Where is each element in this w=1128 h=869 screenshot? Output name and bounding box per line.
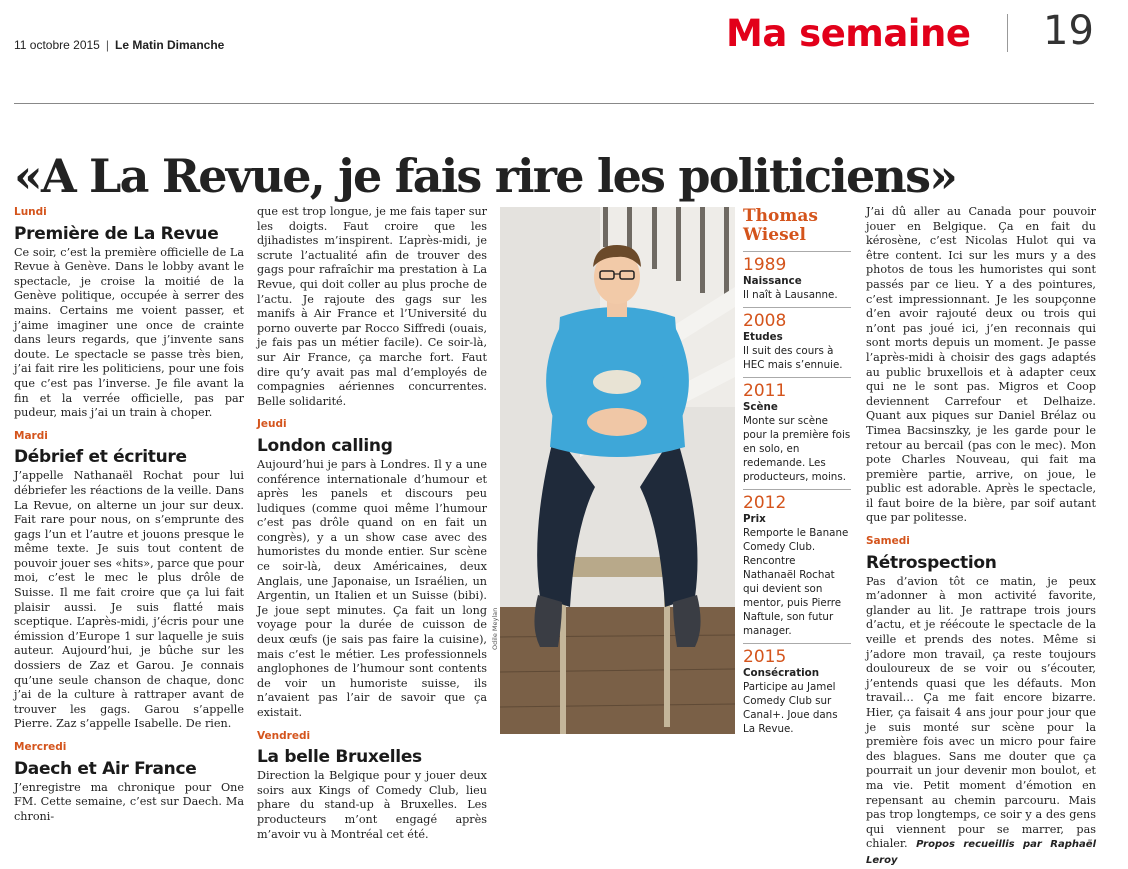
section-heading-daech: Daech et Air France: [14, 758, 197, 779]
paragraph-jeudi: Aujourd’hui je pars à Londres. Il y a une conférence internationale d’humour et après les panels et discours peu ludiques (comme quoi même l’humour c’est pas drôle quand on en fait un congrès), y a un show case avec des humoristes du monde entier. Sur scène ce soir-là, deux Américaines, deux Anglais, une Japonaise, un Israélien, un Argentin, un Italien et un Suisse (bibi). Je joue sept minutes. Ça fait un long voyage pour la durée de cuisson de deux œufs (je sais pas faire la cuisine), mais c’est le métier. Les professionnels anglophones de l’humour sont contents de voir un humoriste suisse, ils n’avaient pas l’air de savoir que ça existait.: [257, 457, 487, 719]
issue-date-line: [14, 38, 224, 52]
bio-label: Naissance: [743, 275, 802, 287]
headline: «A La Revue, je fais rire les politiciens»: [14, 148, 957, 203]
bio-entry: [743, 307, 851, 372]
bio-year: 1989: [743, 251, 851, 275]
day-label-mercredi: Mercredi: [14, 741, 67, 753]
paragraph-lundi: Ce soir, c’est la première officielle de La Revue à Genève. Dans le lobby avant le spectacle, je croise la moitié de la Genève politique, occupée à serrer des mains. Certains me voient passer, et j’aime imaginer une once de crainte dans leurs regards, que j’invente sans doute. Le spectacle se passe très bien, j’ai fait rire les politiciens, pour une fois que c’est pas l’inverse. Je file avant la fin et la verrée officielle, pas par pudeur, mais j’ai un train à choper.: [14, 245, 244, 420]
day-label-lundi: Lundi: [14, 206, 47, 218]
publication-name: Le Matin Dimanche: [114, 38, 225, 52]
bio-text: Remporte le Banane Comedy Club. Rencontre Nathanaël Rochat qui devient son mentor, puis Pierre Naftule, son futur manager.: [743, 527, 849, 637]
section-heading-bruxelles: La belle Bruxelles: [257, 747, 422, 768]
column-4: [866, 205, 1096, 869]
paragraph-mercredi-cont: que est trop longue, je me fais taper sur les doigts. Faut croire que les djihadistes m’inspirent. L’après-midi, je scrute l’actualité afin de trouver des gags pour rafraîchir ma prestation à La Revue, qui doit coller au plus proche de l’actu. Je rajoute des gags sur les manifs à Air France et l’Université du porno ouverte par Rocco Siffredi (ouais, je fais pas un métier facile). Ce soir-là, sur Air France, ça marche fort. Faut dire qu’y avait pas mal d’employés de compagnies aériennes concurrentes. Belle solidarité.: [257, 205, 487, 408]
issue-date: 11 octobre 2015: [14, 38, 100, 52]
section-heading-london: London calling: [257, 435, 393, 456]
day-label-jeudi: Jeudi: [257, 418, 287, 431]
bio-label: Etudes: [743, 331, 783, 343]
bio-label: Prix: [743, 513, 766, 525]
section-heading-debrief: Débrief et écriture: [14, 447, 187, 468]
bio-entry: [743, 377, 851, 484]
portrait-illustration: [500, 207, 735, 734]
paragraph-mardi: J’appelle Nathanaël Rochat pour lui débriefer les réactions de la veille. Dans La Revue, on alterne un jour sur deux. Fait rare pour nous, on s’emprunte des gags l’un et l’autre et jouons presque le même texte. Je suis tout content de pouvoir jouer ses «hits», parce que pour moi, c’est le mec le plus drôle de Suisse. Il me fait croire que ça lui fait plaisir aussi. Je suis flatté mais sceptique. L’après-midi, j’écris pour une émission d’Europe 1 sur laquelle je suis auteur. Aujourd’hui, je bûche sur les dossiers de Zaz et Garou. Je connais qu’une seule chanson de chaque, donc j’ai de la culture à rattraper avant de trouver les gags. Garou s’appelle Pierre. Zaz s’appelle Isabelle. De rien.: [14, 469, 244, 731]
page-number: 19: [1043, 8, 1094, 54]
bio-label: Consécration: [743, 667, 820, 679]
section-heading-premiere: Première de La Revue: [14, 223, 219, 244]
bio-last-name: Wiesel: [743, 225, 806, 245]
paragraph-vendredi-cont: J’ai dû aller au Canada pour pouvoir jouer en Belgique. Ça en fait du kérosène, c’est Nicolas Hulot qui va être content. Ici sur les murs y a des photos de tous les humoristes qui sont passés par ce lieu. Y a des pointures, c’est impressionnant. Je les soupçonne d’en avoir rajouté deux ou trois qui n’ont pas joué ici, j’en reconnais qui sont morts depuis un moment. Je passe l’après-midi à choisir des gags adaptés au public bruxellois et à adapter ceux qui ne le sont pas. Migros et Coop deviennent Carrefour et Delhaize. Quant aux piques sur Daniel Brélaz ou Timea Bacsinszky, je les garde pour le retour au bercail (pas con le mec). Mon pote Charles Nouveau, qui fait ma première partie, arrive, on joue, le public est adorable. Après le spectacle, il faut boire de la bière, par soif autant que par politesse.: [866, 205, 1096, 525]
bio-text: Monte sur scène pour la première fois en solo, en redemande. Les producteurs, moins.: [743, 415, 851, 483]
header-divider: [1007, 14, 1008, 52]
column-1: [14, 205, 244, 824]
photo-credit: Odile Meylan: [491, 607, 499, 650]
author-signature: Propos recueillis par Raphaël Leroy: [866, 839, 1096, 866]
column-2: [257, 205, 487, 842]
paragraph-mercredi: J’enregistre ma chronique pour One FM. Cette semaine, c’est sur Daech. Ma chroni-: [14, 780, 244, 823]
bio-year: 2015: [743, 643, 851, 667]
bio-text: Participe au Jamel Comedy Club sur Canal+. Joue dans La Revue.: [743, 681, 838, 735]
section-title: Ma semaine: [726, 12, 971, 55]
bio-name: [743, 207, 851, 245]
bio-year: 2008: [743, 307, 851, 331]
bio-first-name: Thomas: [743, 206, 818, 226]
paragraph-samedi-text: Pas d’avion tôt ce matin, je peux m’adonner à mon activité favorite, glander au lit. Je rattrape trois jours d’actu, et je réécoute le spectacle de la veille et prends des notes. Même si j’adore mon travail, ça reste toujours douloureux de se voir ou s’écouter, j’entends quasi que les défauts. Mon travail… Ça me fait encore bizarre. Hier, ça faisait 4 ans jour pour jour que je suis monté sur scène pour la première fois avec un micro pour faire des blagues. Sans me douter que ça pourrait un jour devenir mon boulot, et ma vie. Petit moment d’émotion en repensant au chemin parcouru. Mais pas trop longtemps, ce soir y a des gens qui viennent pour se marrer, pas chialer.: [866, 574, 1096, 851]
day-label-samedi: Samedi: [866, 535, 910, 548]
portrait-photo: [500, 207, 735, 734]
bio-text: Il suit des cours à HEC mais s’ennuie.: [743, 345, 843, 371]
bio-entry: [743, 489, 851, 638]
header-rule: [14, 103, 1094, 104]
paragraph-vendredi: Direction la Belgique pour y jouer deux soirs aux Kings of Comedy Club, lieu phare du stand-up à Bruxelles. Les producteurs m’ont engagé après m’avoir vu à Montréal cet été.: [257, 769, 487, 841]
header-separator: |: [105, 38, 109, 52]
bio-entry: [743, 643, 851, 736]
bio-entry: [743, 251, 851, 302]
day-label-mardi: Mardi: [14, 429, 48, 442]
day-label-vendredi: Vendredi: [257, 729, 311, 742]
bio-year: 2012: [743, 489, 851, 513]
section-heading-retrospection: Rétrospection: [866, 552, 997, 573]
bio-label: Scène: [743, 401, 778, 413]
bio-text: Il naît à Lausanne.: [743, 289, 838, 301]
bio-year: 2011: [743, 377, 851, 401]
bio-sidebar: [743, 207, 851, 741]
paragraph-samedi: [866, 575, 1096, 869]
